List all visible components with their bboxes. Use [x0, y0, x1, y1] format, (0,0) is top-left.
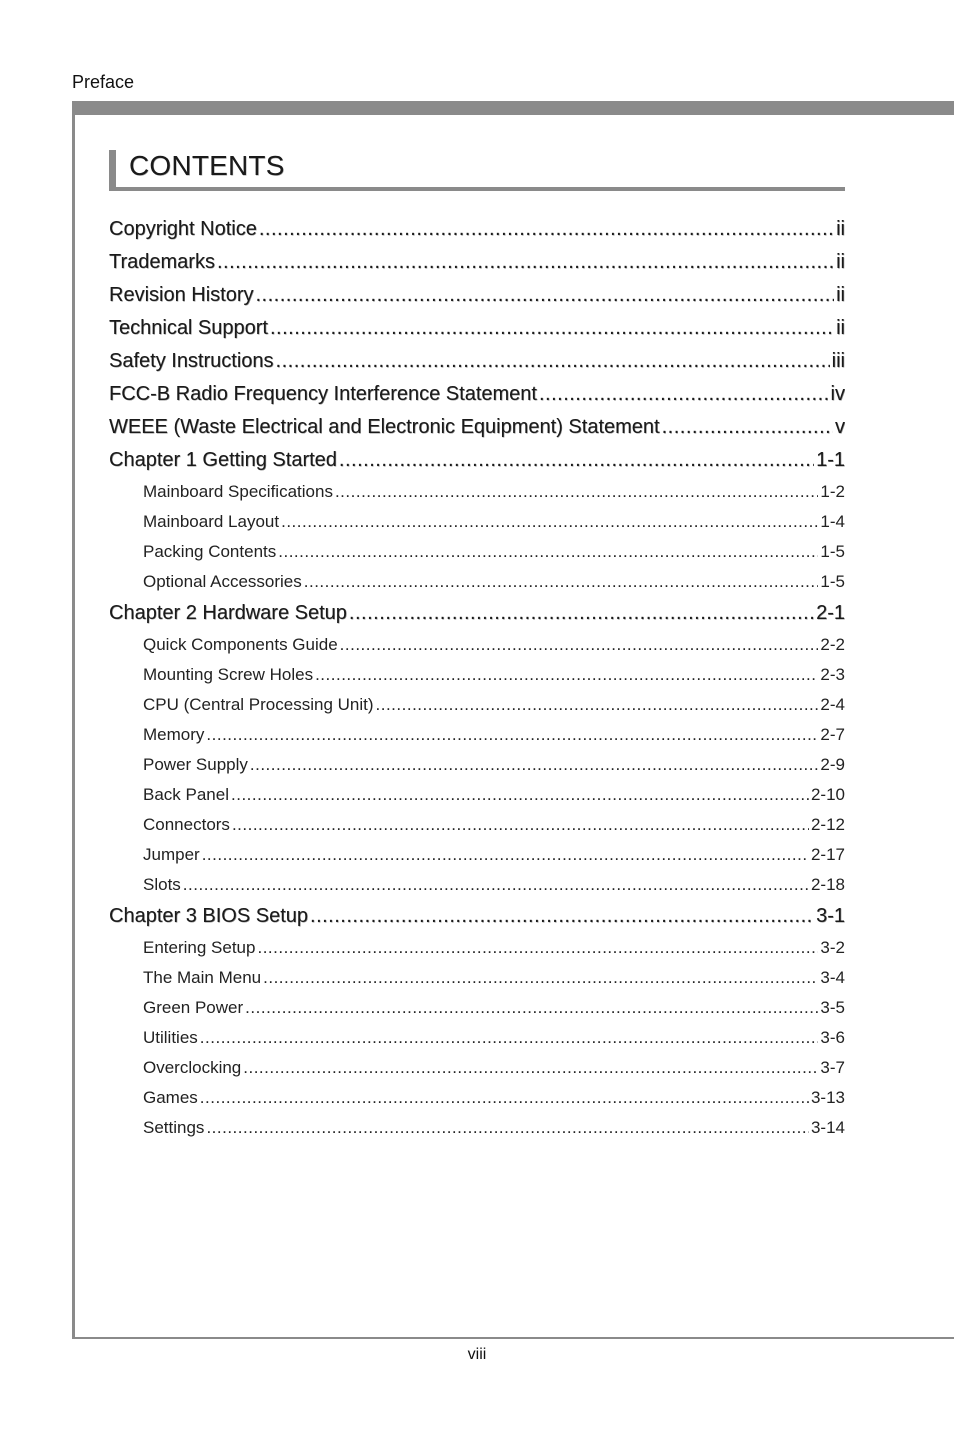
contents-heading — [109, 150, 845, 191]
toc-entry[interactable] — [109, 350, 845, 383]
bottom-border-rule — [72, 1337, 954, 1339]
toc-subentry[interactable] — [109, 785, 845, 815]
toc-entry-page: iv — [830, 383, 845, 405]
toc-entry-title: WEEE (Waste Electrical and Electronic Equipment) Statement — [109, 416, 660, 438]
toc-entry-page: 1-1 — [816, 449, 845, 471]
toc-entry-page: 1-4 — [820, 512, 845, 531]
toc-dot-leader — [250, 755, 819, 775]
toc-dot-leader — [200, 1088, 809, 1108]
toc-entry-title: Packing Contents — [143, 542, 277, 561]
toc-entry-title: Memory — [143, 725, 205, 744]
toc-entry-title: Jumper — [143, 845, 200, 864]
toc-entry-title: Copyright Notice — [109, 218, 257, 240]
toc-subentry[interactable] — [109, 572, 845, 602]
toc-subentry[interactable] — [109, 512, 845, 542]
toc-entry-title: Chapter 2 Hardware Setup — [109, 602, 347, 624]
toc-dot-leader — [259, 218, 834, 241]
toc-entry-title: Connectors — [143, 815, 230, 834]
toc-entry-page: 3-2 — [820, 938, 845, 957]
toc-subentry[interactable] — [109, 665, 845, 695]
toc-entry-title: Quick Components Guide — [143, 635, 338, 654]
toc-subentry[interactable] — [109, 1028, 845, 1058]
toc-dot-leader — [243, 1058, 818, 1078]
toc-entry-page: 3-4 — [820, 968, 845, 987]
toc-entry[interactable] — [109, 284, 845, 317]
toc-entry[interactable] — [109, 602, 845, 635]
toc-entry[interactable] — [109, 416, 845, 449]
toc-dot-leader — [376, 695, 819, 715]
toc-entry-title: Settings — [143, 1118, 205, 1137]
toc-entry-page: 2-17 — [810, 845, 845, 864]
toc-dot-leader — [206, 725, 818, 745]
toc-entry-page: iii — [831, 350, 845, 372]
toc-entry-page: 2-18 — [810, 875, 845, 894]
left-border-rule — [72, 101, 75, 1339]
toc-entry-page: 3-14 — [810, 1118, 845, 1137]
page-number: viii — [467, 1346, 487, 1363]
toc-entry-page: 2-4 — [820, 695, 845, 714]
toc-entry-page: 2-9 — [820, 755, 845, 774]
toc-dot-leader — [231, 785, 809, 805]
toc-entry-page: 3-6 — [820, 1028, 845, 1047]
toc-entry[interactable] — [109, 449, 845, 482]
toc-subentry[interactable] — [109, 815, 845, 845]
toc-entry-page: 2-10 — [810, 785, 845, 804]
toc-entry-page: 3-13 — [810, 1088, 845, 1107]
toc-entry-title: Slots — [143, 875, 181, 894]
toc-dot-leader — [206, 1118, 809, 1138]
toc-entry-title: Technical Support — [109, 317, 268, 339]
toc-entry-title: Chapter 3 BIOS Setup — [109, 905, 309, 927]
toc-dot-leader — [217, 251, 834, 274]
toc-subentry[interactable] — [109, 635, 845, 665]
toc-subentry[interactable] — [109, 725, 845, 755]
heading-title: CONTENTS — [129, 150, 285, 181]
toc-subentry[interactable] — [109, 1088, 845, 1118]
toc-dot-leader — [281, 512, 818, 532]
toc-entry-title: Green Power — [143, 998, 244, 1017]
toc-subentry[interactable] — [109, 542, 845, 572]
toc-entry-page: ii — [836, 284, 845, 306]
toc-entry[interactable] — [109, 905, 845, 938]
toc-dot-leader — [539, 383, 829, 406]
toc-subentry[interactable] — [109, 998, 845, 1028]
toc-entry-title: Trademarks — [109, 251, 215, 273]
toc-dot-leader — [257, 938, 818, 958]
toc-dot-leader — [183, 875, 809, 895]
toc-subentry[interactable] — [109, 845, 845, 875]
toc-entry-title: Safety Instructions — [109, 350, 274, 372]
toc-entry-page: ii — [836, 251, 845, 273]
toc-entry-page: ii — [836, 317, 845, 339]
toc-dot-leader — [339, 449, 814, 472]
toc-entry-page: 3-7 — [820, 1058, 845, 1077]
table-of-contents — [109, 218, 845, 1148]
toc-entry-title: Mainboard Layout — [143, 512, 280, 531]
toc-dot-leader — [245, 998, 818, 1018]
toc-entry-page: 1-5 — [820, 572, 845, 591]
toc-entry-page: 2-3 — [820, 665, 845, 684]
toc-subentry[interactable] — [109, 1058, 845, 1088]
toc-entry-page: 3-5 — [820, 998, 845, 1017]
toc-entry-page: 2-2 — [820, 635, 845, 654]
toc-dot-leader — [349, 602, 814, 625]
toc-dot-leader — [263, 968, 818, 988]
toc-entry-title: Mounting Screw Holes — [143, 665, 314, 684]
toc-entry-page: 1-5 — [820, 542, 845, 561]
toc-subentry[interactable] — [109, 482, 845, 512]
toc-entry[interactable] — [109, 383, 845, 416]
toc-entry[interactable] — [109, 218, 845, 251]
toc-dot-leader — [304, 572, 819, 592]
toc-entry-page: 2-1 — [816, 602, 845, 624]
toc-entry-title: Back Panel — [143, 785, 229, 804]
toc-entry-title: Optional Accessories — [143, 572, 302, 591]
toc-entry-page: ii — [836, 218, 845, 240]
toc-entry[interactable] — [109, 251, 845, 284]
toc-entry-title: The Main Menu — [143, 968, 262, 987]
toc-subentry[interactable] — [109, 875, 845, 905]
toc-entry-title: Overclocking — [143, 1058, 242, 1077]
toc-subentry[interactable] — [109, 938, 845, 968]
toc-subentry[interactable] — [109, 695, 845, 725]
toc-entry-page: 1-2 — [820, 482, 845, 501]
toc-entry-title: Power Supply — [143, 755, 248, 774]
toc-entry[interactable] — [109, 317, 845, 350]
header-bar — [72, 101, 954, 115]
toc-dot-leader — [335, 482, 818, 502]
toc-dot-leader — [202, 845, 809, 865]
toc-subentry[interactable] — [109, 968, 845, 998]
toc-dot-leader — [315, 665, 818, 685]
toc-entry-page: v — [835, 416, 845, 438]
toc-dot-leader — [232, 815, 809, 835]
toc-entry-title: Mainboard Specifications — [143, 482, 333, 501]
toc-entry-title: Revision History — [109, 284, 254, 306]
toc-entry-title: FCC-B Radio Frequency Interference Statement — [109, 383, 537, 405]
toc-entry-title: CPU (Central Processing Unit) — [143, 695, 374, 714]
toc-dot-leader — [276, 350, 830, 373]
toc-dot-leader — [662, 416, 833, 439]
toc-dot-leader — [270, 317, 834, 340]
toc-entry-title: Chapter 1 Getting Started — [109, 449, 337, 471]
toc-dot-leader — [200, 1028, 819, 1048]
toc-dot-leader — [340, 635, 819, 655]
toc-dot-leader — [278, 542, 818, 562]
heading-accent-bar — [109, 150, 116, 187]
toc-subentry[interactable] — [109, 755, 845, 785]
toc-dot-leader — [255, 284, 834, 307]
toc-entry-title: Games — [143, 1088, 198, 1107]
section-label: Preface — [72, 72, 135, 92]
toc-entry-page: 2-7 — [820, 725, 845, 744]
toc-entry-page: 2-12 — [810, 815, 845, 834]
toc-entry-title: Utilities — [143, 1028, 198, 1047]
toc-dot-leader — [310, 905, 814, 928]
toc-entry-page: 3-1 — [816, 905, 845, 927]
toc-entry-title: Entering Setup — [143, 938, 256, 957]
toc-subentry[interactable] — [109, 1118, 845, 1148]
